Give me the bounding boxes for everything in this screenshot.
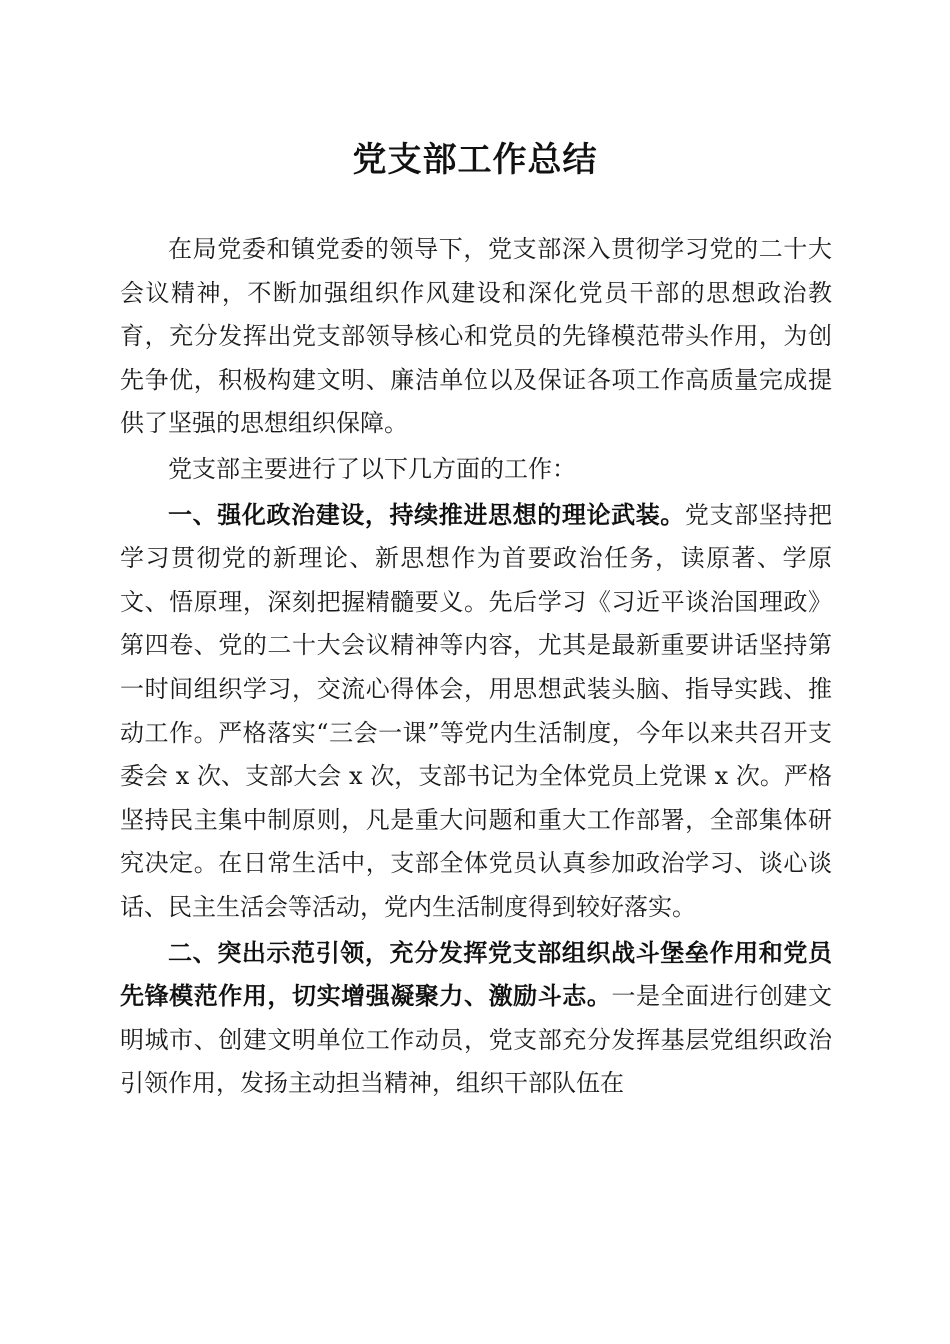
paragraph-text: 在局党委和镇党委的领导下，党支部深入贯彻学习党的二十大会议精神，不断加强组织作风建设和深化党员干部的思想政治教育，充分发挥出党支部领导核心和党员的先锋模范带头作用，为创先争优，积极构建文明、廉洁单位以及保证各项工作高质量完成提供了坚强的思想组织保障。 bbox=[120, 235, 832, 438]
document-title: 党支部工作总结 bbox=[352, 140, 598, 180]
section-heading: 二、突出示范引领，充分发挥党支部组织战斗堡垒作用和党员先锋模范作用，切实增强凝聚力、激励斗志。 bbox=[120, 938, 832, 1011]
paragraph-intro bbox=[120, 228, 832, 446]
paragraph-section-2 bbox=[120, 932, 832, 1106]
paragraph-overview bbox=[120, 448, 832, 492]
paragraph-text: 党支部主要进行了以下几方面的工作： bbox=[168, 454, 576, 483]
paragraph-text: 党支部坚持把学习贯彻党的新理论、新思想作为首要政治任务，读原著、学原文、悟原理，深刻把握精髓要义。先后学习《习近平谈治国理政》第四卷、党的二十大会议精神等内容，尤其是最新重要讲话坚持第一时间组织学习，交流心得体会，用思想武装头脑、指导实践、推动工作。严格落实“三会一课”等党内生活制度，今年以来共召开支委会 x 次、支部大会 x 次，支部书记为全体党员上党课 x 次。严格坚持民主集中制原则，凡是重大问题和重大工作部署，全部集体研究决定。在日常生活中，支部全体党员认真参加政治学习、谈心谈话、民主生活会等活动，党内生活制度得到较好落实。 bbox=[120, 500, 832, 921]
paragraph-section-1 bbox=[120, 494, 832, 930]
document-body bbox=[120, 228, 832, 1106]
paragraph-text: 一是全面进行创建文明城市、创建文明单位工作动员，党支部充分发挥基层党组织政治引领作用，发扬主动担当精神，组织干部队伍在 bbox=[120, 982, 833, 1098]
section-heading: 一、强化政治建设，持续推进思想的理论武装。 bbox=[168, 500, 685, 529]
